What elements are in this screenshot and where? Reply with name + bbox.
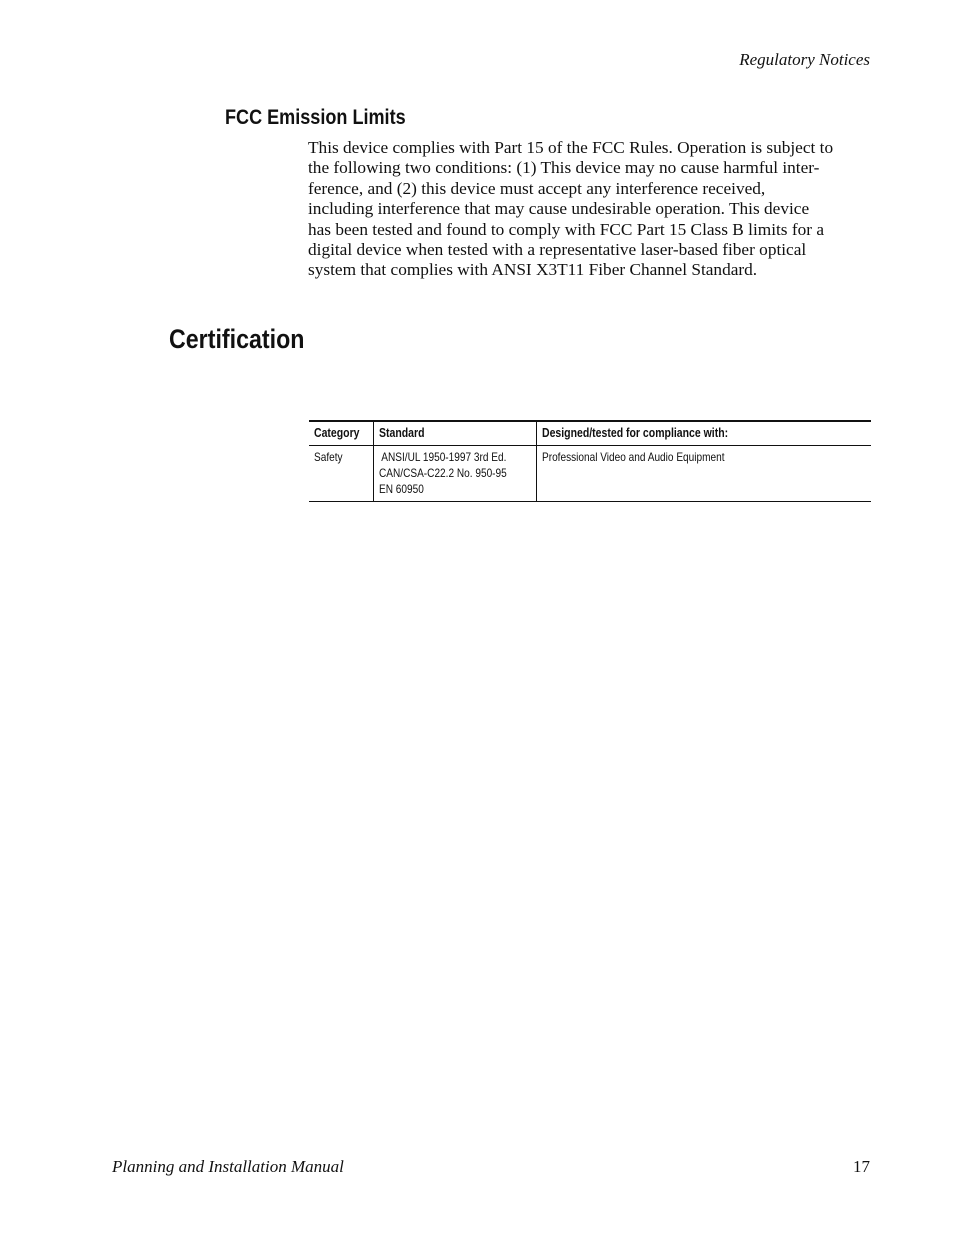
fcc-paragraph-line: including interference that may cause undesirable operation. This device [308,199,810,219]
column-header-category-label: Category [314,426,360,440]
column-header-compliance-label: Designed/tested for compliance with: [542,426,729,440]
standard-line: EN 60950 [379,482,425,496]
standard-line: ANSI/UL 1950-1997 3rd Ed. [379,450,507,464]
fcc-paragraph-line: digital device when tested with a representative laser-based fiber optical [308,240,807,260]
column-header-standard [374,421,537,446]
cell-category [309,446,374,502]
standard-line: CAN/CSA-C22.2 No. 950-95 [379,466,507,480]
cell-compliance [537,446,871,502]
certification-heading: Certification [169,324,305,354]
table-header-row [309,421,871,446]
running-header-title: Regulatory Notices [739,50,870,69]
fcc-paragraph-line: the following two conditions: (1) This device may no cause harmful inter- [308,158,820,178]
fcc-paragraph-line: has been tested and found to comply with FCC Part 15 Class B limits for a [308,219,824,239]
cell-category-text: Safety [314,450,343,464]
footer-manual-title: Planning and Installation Manual [112,1157,344,1176]
fcc-emission-limits-heading: FCC Emission Limits [225,106,406,129]
fcc-paragraph-line: ference, and (2) this device must accept any interference received, [308,178,766,198]
cell-standard [374,446,537,502]
fcc-paragraph [308,138,870,281]
table-row [309,446,871,502]
fcc-paragraph-line: system that complies with ANSI X3T11 Fiber Channel Standard. [308,260,758,280]
column-header-standard-label: Standard [379,426,425,440]
cell-compliance-text: Professional Video and Audio Equipment [542,450,725,464]
column-header-category [309,421,374,446]
footer-page-number: 17 [853,1157,870,1176]
column-header-compliance [537,421,871,446]
certification-table [309,420,871,502]
fcc-paragraph-line: This device complies with Part 15 of the FCC Rules. Operation is subject to [308,138,834,157]
